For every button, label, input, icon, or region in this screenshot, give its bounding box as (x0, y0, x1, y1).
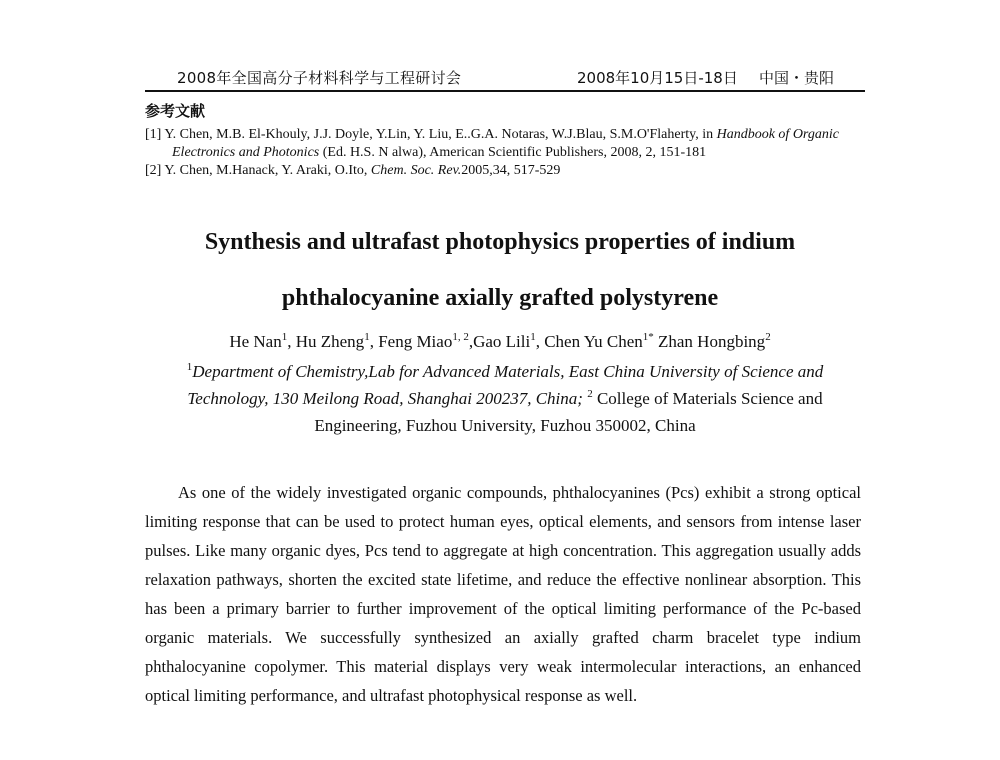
reference-number: [1] (145, 127, 162, 142)
affiliation-1-line-2: Technology, 130 Meilong Road, Shanghai 200237, China; (187, 389, 583, 408)
reference-book-title: Handbook of Organic Electronics and Photonics (172, 127, 839, 160)
reference-item-2 (145, 162, 870, 180)
author-affiliation-mark: 1 (281, 331, 288, 343)
author-affiliation-mark: 1 (364, 331, 370, 343)
conference-date: 2008年10月15日-18日 (577, 69, 738, 87)
reference-authors: Y. Chen, M.Hanack, Y. Araki, O.Ito, (164, 163, 368, 178)
reference-authors: Y. Chen, M.B. El-Khouly, J.J. Doyle, Y.Lin, Y. Liu, E..G.A. Notaras, W.J.Blau, S.M.O'Flaherty, in (164, 127, 714, 142)
conference-venue: 中国・贵阳 (759, 69, 835, 87)
reference-list (145, 126, 870, 180)
author-name: Hu Zheng (295, 332, 365, 351)
conference-name: 2008年全国高分子材料科学与工程研讨会 (177, 69, 462, 87)
affiliations (155, 358, 855, 439)
author-name: He Nan (229, 332, 282, 351)
affiliation-2-line-2: Engineering, Fuzhou University, Fuzhou 350002, China (314, 416, 696, 435)
author-affiliation-mark: 1 (530, 331, 536, 343)
paper-title-line-2: phthalocyanine axially grafted polystyrene (281, 285, 719, 311)
running-header (145, 64, 865, 92)
affiliation-1-line-1: Department of Chemistry,Lab for Advanced Materials, East China University of Science and (192, 362, 824, 381)
affiliation-2-line-1: College of Materials Science and (596, 389, 823, 408)
author-affiliation-mark: 2 (765, 331, 771, 343)
reference-number: [2] (145, 163, 162, 178)
author-list: He Nan$^1$, Hu Zheng$^1$, Feng Miao$^{1, 2}$,Gao Lili$^1$, Chen Yu Chen$^{1*}$ Zhan Hongbing$^2$ (229, 331, 771, 351)
author-name: Feng Miao (378, 332, 453, 351)
author-name: Zhan Hongbing (658, 332, 766, 351)
references-heading: 参考文献 (145, 102, 206, 120)
reference-item-1 (145, 126, 870, 162)
reference-details: 2005,34, 517-529 (461, 163, 561, 178)
author-name: Gao Lili (473, 332, 531, 351)
author-affiliation-mark: 1* (642, 331, 654, 343)
reference-details: (Ed. H.S. N alwa), American Scientific Publishers, 2008, 2, 151-181 (322, 145, 707, 160)
reference-journal: Chem. Soc. Rev. (370, 163, 462, 178)
affiliation-mark: 2 (587, 388, 593, 400)
affiliation-mark: 1 (186, 361, 193, 373)
author-affiliation-mark: 1, 2 (452, 331, 469, 343)
author-name: Chen Yu Chen (544, 332, 643, 351)
abstract-paragraph: As one of the widely investigated organic compounds, phthalocyanines (Pcs) exhibit a strong optical limiting response that can be used to protect human eyes, optical elements, and sensors from intense laser pulses. Like many organic dyes, Pcs tend to aggregate at high concentration. This aggregation usually adds relaxation pathways, shorten the excited state lifetime, and reduce the effective nonlinear absorption. This has been a primary barrier to further improvement of the optical limiting performance of the Pc-based organic materials. We successfully synthesized an axially grafted charm bracelet type indium phthalocyanine copolymer. This material displays very weak intermolecular interactions, an enhanced optical limiting performance, and ultrafast photophysical response as well. (145, 483, 861, 705)
paper-title-line-1: Synthesis and ultrafast photophysics properties of indium (204, 229, 796, 255)
